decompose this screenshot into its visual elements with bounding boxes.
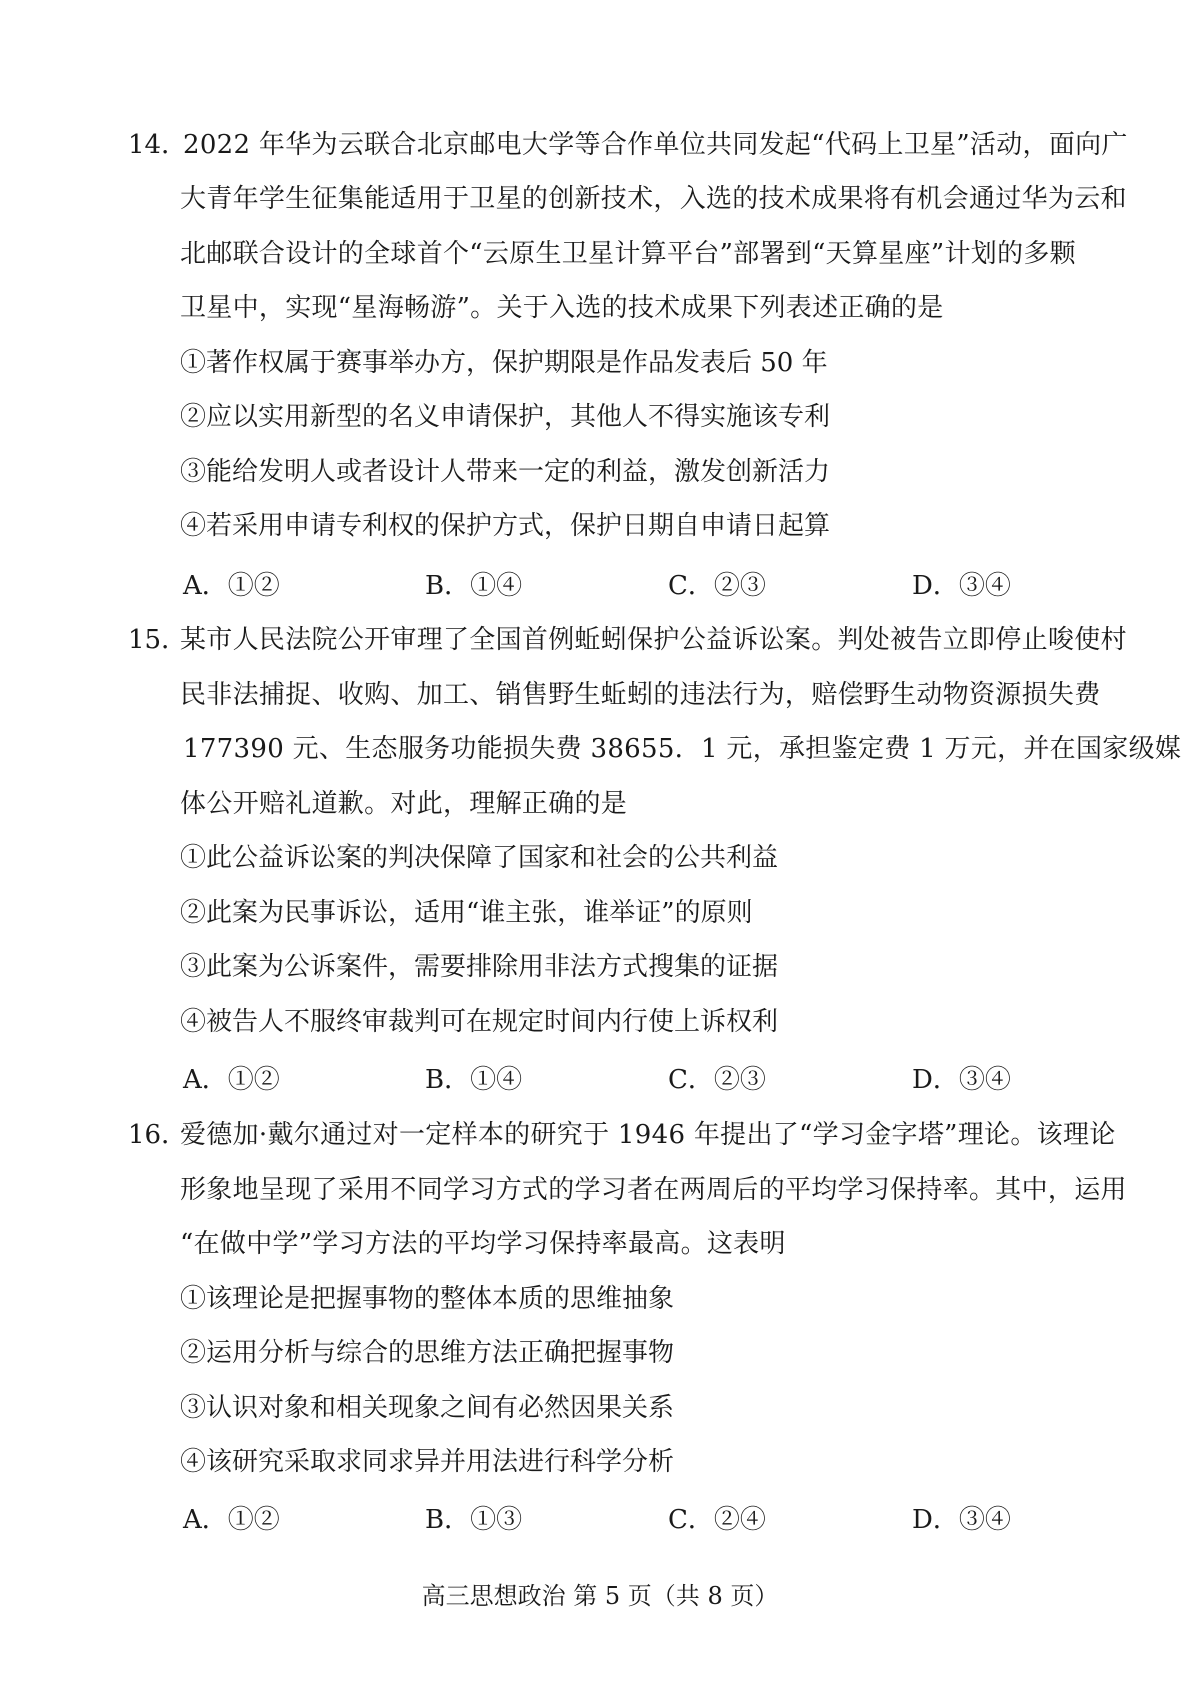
answer-choice-a: A．①② [183, 571, 280, 601]
question-stem-line: 177390 元、生态服务功能损失费 38655．1 元，承担鉴定费 1 万元，并在国家级媒 [183, 734, 1182, 764]
statement-option: ④被告人不服终审裁判可在规定时间内行使上诉权利 [180, 1007, 779, 1037]
answer-choice-c: C．②③ [668, 571, 766, 601]
question-stem-line: 民非法捕捉、收购、加工、销售野生蚯蚓的违法行为，赔偿野生动物资源损失费 [180, 680, 1101, 710]
question-stem-line: 北邮联合设计的全球首个“云原生卫星计算平台”部署到“天算星座”计划的多颗 [180, 239, 1076, 269]
question-number: 15． [128, 625, 188, 655]
answer-choice-b: B．①④ [425, 571, 523, 601]
statement-option: ②运用分析与综合的思维方法正确把握事物 [180, 1338, 675, 1368]
question-stem-line: 大青年学生征集能适用于卫星的创新技术，入选的技术成果将有机会通过华为云和 [180, 184, 1127, 214]
statement-option: ①此公益诉讼案的判决保障了国家和社会的公共利益 [180, 843, 779, 873]
page-footer: 高三思想政治 第 5 页（共 8 页） [421, 1582, 779, 1610]
answer-choice-a: A．①② [183, 1505, 280, 1535]
question-stem-line: 2022 年华为云联合北京邮电大学等合作单位共同发起“代码上卫星”活动，面向广 [183, 130, 1128, 160]
statement-option: ③能给发明人或者设计人带来一定的利益，激发创新活力 [180, 457, 831, 487]
question-stem-line: 卫星中，实现“星海畅游”。关于入选的技术成果下列表述正确的是 [180, 293, 944, 323]
statement-option: ①该理论是把握事物的整体本质的思维抽象 [180, 1284, 675, 1314]
answer-choice-a: A．①② [183, 1065, 280, 1095]
answer-choice-c: C．②④ [668, 1505, 766, 1535]
question-stem-line: 体公开赔礼道歉。对此，理解正确的是 [180, 789, 628, 819]
statement-option: ③此案为公诉案件，需要排除用非法方式搜集的证据 [180, 952, 779, 982]
answer-choice-b: B．①③ [425, 1505, 523, 1535]
answer-choice-c: C．②③ [668, 1065, 766, 1095]
statement-option: ③认识对象和相关现象之间有必然因果关系 [180, 1393, 675, 1423]
answer-choice-d: D．③④ [912, 1505, 1011, 1535]
question-stem-line: 形象地呈现了采用不同学习方式的学习者在两周后的平均学习保持率。其中，运用 [180, 1175, 1127, 1205]
question-stem-line: 某市人民法院公开审理了全国首例蚯蚓保护公益诉讼案。判处被告立即停止唆使村 [180, 625, 1127, 655]
statement-option: ①著作权属于赛事举办方，保护期限是作品发表后 50 年 [180, 348, 828, 378]
question-number: 14． [128, 130, 188, 160]
answer-choice-b: B．①④ [425, 1065, 523, 1095]
statement-option: ②此案为民事诉讼，适用“谁主张，谁举证”的原则 [180, 898, 753, 928]
question-number: 16． [128, 1120, 188, 1150]
answer-choice-d: D．③④ [912, 571, 1011, 601]
question-stem-line: 爱德加·戴尔通过对一定样本的研究于 1946 年提出了“学习金字塔”理论。该理论 [180, 1120, 1116, 1150]
question-stem-line: “在做中学”学习方法的平均学习保持率最高。这表明 [180, 1229, 786, 1259]
statement-option: ②应以实用新型的名义申请保护，其他人不得实施该专利 [180, 402, 831, 432]
statement-option: ④该研究采取求同求异并用法进行科学分析 [180, 1447, 675, 1477]
statement-option: ④若采用申请专利权的保护方式，保护日期自申请日起算 [180, 511, 831, 541]
answer-choice-d: D．③④ [912, 1065, 1011, 1095]
